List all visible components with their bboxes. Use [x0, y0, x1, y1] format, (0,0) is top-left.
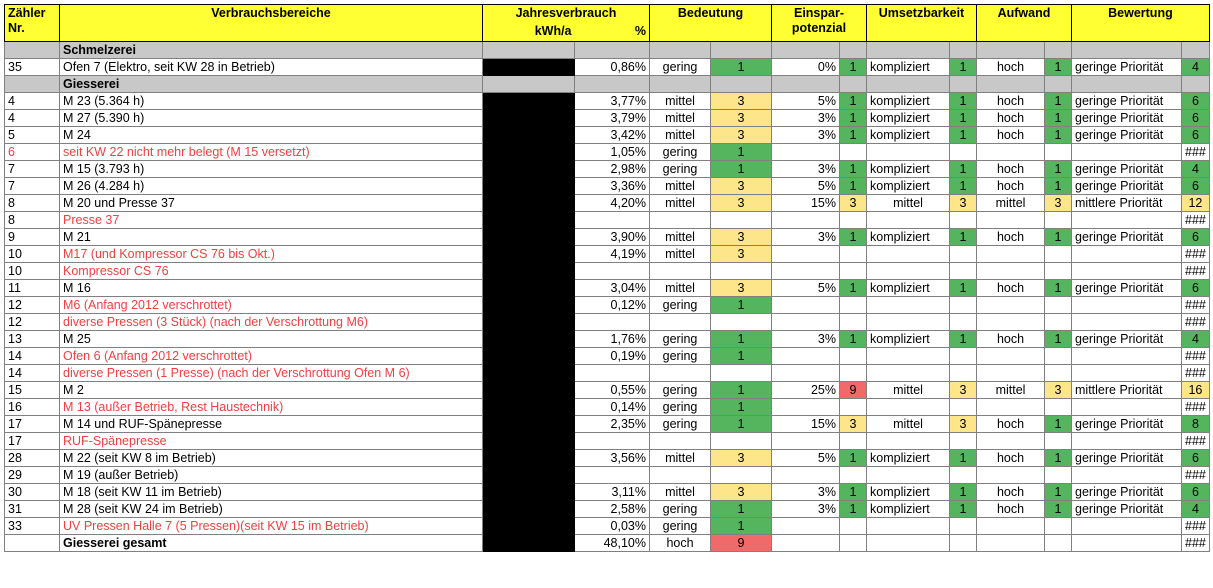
table-row: 6 seit KW 22 nicht mehr belegt (M 15 versetzt) 1,05% gering 1 ### [5, 144, 1210, 161]
table-row: 30 M 18 (seit KW 11 im Betrieb) 3,11% mittel 3 3% 1 kompliziert 1 hoch 1 geringe Priorität 6 [5, 484, 1210, 501]
row-nr: 35 [5, 59, 60, 76]
header-verbrauchsbereiche: Verbrauchsbereiche [60, 5, 483, 42]
header-row [5, 5, 1210, 24]
table-row: 35 Ofen 7 (Elektro, seit KW 28 in Betrieb) 0,86% gering 1 0% 1 kompliziert 1 hoch 1 geringe Priorität 4 [5, 59, 1210, 76]
table-row: 12 M6 (Anfang 2012 verschrottet) 0,12% gering 1 ### [5, 297, 1210, 314]
table-row: 12 diverse Pressen (3 Stück) (nach der Verschrottung M6) ### [5, 314, 1210, 331]
table-row: 4 M 23 (5.364 h) 3,77% mittel 3 5% 1 kompliziert 1 hoch 1 geringe Priorität 6 [5, 93, 1210, 110]
table-row: 14 diverse Pressen (1 Presse) (nach der Verschrottung Ofen M 6) ### [5, 365, 1210, 382]
table-row: 28 M 22 (seit KW 8 im Betrieb) 3,56% mittel 3 5% 1 kompliziert 1 hoch 1 geringe Priorität 6 [5, 450, 1210, 467]
header-kwh: kWh/a [483, 23, 575, 42]
table-row: 8 Presse 37 ### [5, 212, 1210, 229]
section-row-schmelzerei [5, 42, 1210, 59]
table-row: 16 M 13 (außer Betrieb, Rest Haustechnik) 0,14% gering 1 ### [5, 399, 1210, 416]
table-row: 5 M 24 3,42% mittel 3 3% 1 kompliziert 1 hoch 1 geringe Priorität 6 [5, 127, 1210, 144]
table-row: 7 M 15 (3.793 h) 2,98% gering 1 3% 1 kompliziert 1 hoch 1 geringe Priorität 4 [5, 161, 1210, 178]
header-jahresverbrauch: Jahresverbrauch [483, 5, 650, 24]
table-row: 9 M 21 3,90% mittel 3 3% 1 kompliziert 1 hoch 1 geringe Priorität 6 [5, 229, 1210, 246]
table-row: 15 M 2 0,55% gering 1 25% 9 mittel 3 mittel 3 mittlere Priorität 16 [5, 382, 1210, 399]
table-row: 31 M 28 (seit KW 24 im Betrieb) 2,58% gering 1 3% 1 kompliziert 1 hoch 1 geringe Priorität 4 [5, 501, 1210, 518]
table-row: 8 M 20 und Presse 37 4,20% mittel 3 15% 3 mittel 3 mittel 3 mittlere Priorität 12 [5, 195, 1210, 212]
table-row: 7 M 26 (4.284 h) 3,36% mittel 3 5% 1 kompliziert 1 hoch 1 geringe Priorität 6 [5, 178, 1210, 195]
header-pct: % [575, 23, 650, 42]
section-title-schmelzerei: Schmelzerei [60, 42, 483, 59]
header-einsparpotenzial: Einspar- potenzial [772, 5, 867, 42]
table-row: 10 M17 (und Kompressor CS 76 bis Okt.) 4,19% mittel 3 ### [5, 246, 1210, 263]
header-bewertung: Bewertung [1072, 5, 1210, 42]
table-row: 11 M 16 3,04% mittel 3 5% 1 kompliziert 1 hoch 1 geringe Priorität 6 [5, 280, 1210, 297]
table-row: 29 M 19 (außer Betrieb) ### [5, 467, 1210, 484]
total-row: Giesserei gesamt 48,10% hoch 9 ### [5, 535, 1210, 552]
header-zaehler-nr: Zähler Nr. [5, 5, 60, 42]
total-label: Giesserei gesamt [60, 535, 483, 552]
header-bedeutung: Bedeutung [650, 5, 772, 42]
header-umsetzbarkeit: Umsetzbarkeit [867, 5, 977, 42]
table-row: 17 M 14 und RUF-Spänepresse 2,35% gering 1 15% 3 mittel 3 hoch 1 geringe Priorität 8 [5, 416, 1210, 433]
energy-assessment-table [4, 4, 1210, 552]
table-row: 33 UV Pressen Halle 7 (5 Pressen)(seit KW 15 im Betrieb) 0,03% gering 1 ### [5, 518, 1210, 535]
row-name: Ofen 7 (Elektro, seit KW 28 in Betrieb) [60, 59, 483, 76]
section-row-giesserei [5, 76, 1210, 93]
table-row: 10 Kompressor CS 76 ### [5, 263, 1210, 280]
table-row: 17 RUF-Spänepresse ### [5, 433, 1210, 450]
header-aufwand: Aufwand [977, 5, 1072, 42]
kwh-redacted [483, 59, 575, 76]
table-row: 14 Ofen 6 (Anfang 2012 verschrottet) 0,19% gering 1 ### [5, 348, 1210, 365]
table-row: 13 M 25 1,76% gering 1 3% 1 kompliziert 1 hoch 1 geringe Priorität 4 [5, 331, 1210, 348]
section-title-giesserei: Giesserei [60, 76, 483, 93]
table-row: 4 M 27 (5.390 h) 3,79% mittel 3 3% 1 kompliziert 1 hoch 1 geringe Priorität 6 [5, 110, 1210, 127]
